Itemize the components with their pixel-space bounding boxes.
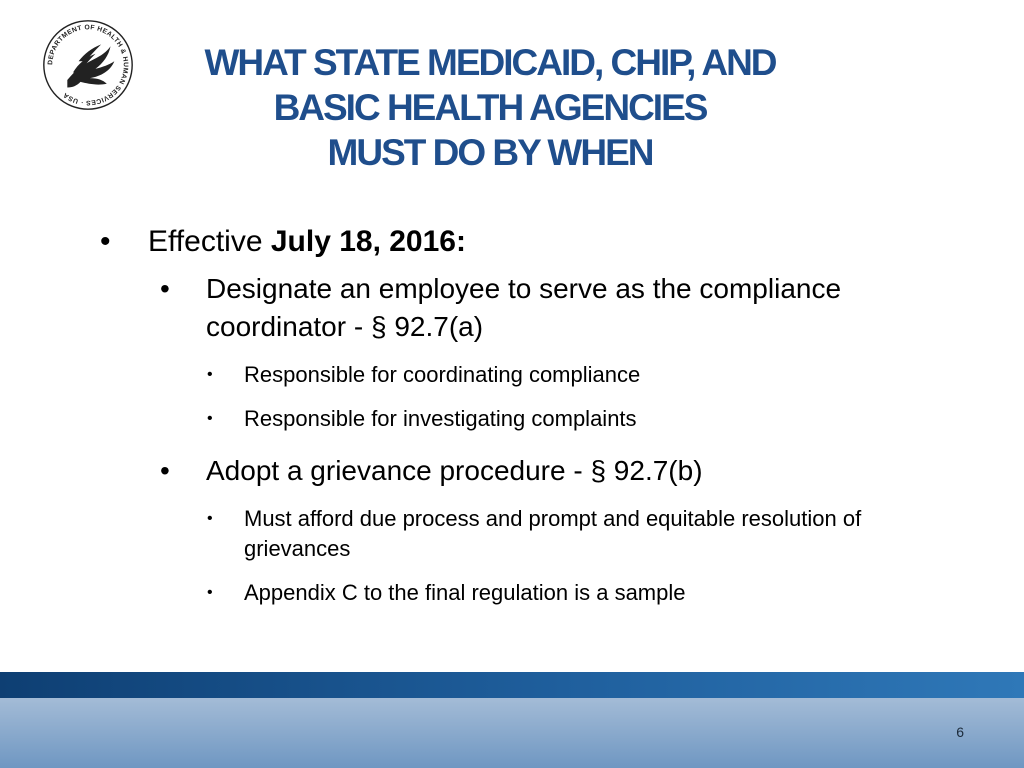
bullet-mark: • (207, 510, 213, 527)
bullet-mark: • (207, 584, 213, 601)
bullet-mark: • (207, 410, 213, 427)
bullet-mark: • (207, 366, 213, 383)
bullet-due-process (205, 504, 960, 564)
bullet-mark: • (100, 225, 111, 258)
designate-coordinator-text: Designate an employee to serve as the compliance coordinator - § 92.7(a) (206, 273, 842, 342)
bullet-coordinating-compliance (205, 360, 960, 390)
investigating-complaints-text: Responsible for investigating complaints (244, 406, 637, 431)
appendix-c-text: Appendix C to the final regulation is a sample (244, 580, 686, 605)
effective-date: July 18, 2016: (270, 225, 466, 258)
footer-band (0, 672, 1024, 698)
title-line-2: BASIC HEALTH AGENCIES (273, 87, 707, 128)
grievance-procedure-text: Adopt a grievance procedure - § 92.7(b) (206, 455, 703, 486)
coordinating-compliance-text: Responsible for coordinating compliance (244, 362, 641, 387)
footer-banner (0, 672, 1024, 768)
bullet-investigating-complaints (205, 404, 960, 434)
title-line-3: MUST DO BY WHEN (327, 132, 653, 173)
bullet-grievance-procedure (160, 452, 960, 490)
due-process-text: Must afford due process and prompt and equitable resolution of grievances (244, 506, 862, 561)
bullet-effective (100, 222, 960, 262)
page-number: 6 (956, 724, 964, 740)
hhs-seal-icon (41, 18, 135, 112)
bullet-mark: • (160, 273, 170, 304)
slide-content (100, 222, 960, 608)
bullet-mark: • (160, 455, 170, 486)
page-title (140, 40, 840, 175)
effective-label: Effective (148, 225, 271, 258)
bullet-appendix-c (205, 578, 960, 608)
title-line-1: WHAT STATE MEDICAID, CHIP, AND (204, 42, 776, 83)
bullet-designate-coordinator (160, 270, 960, 346)
seal-text: DEPARTMENT OF HEALTH & HUMAN SERVICES · USA (47, 24, 129, 106)
